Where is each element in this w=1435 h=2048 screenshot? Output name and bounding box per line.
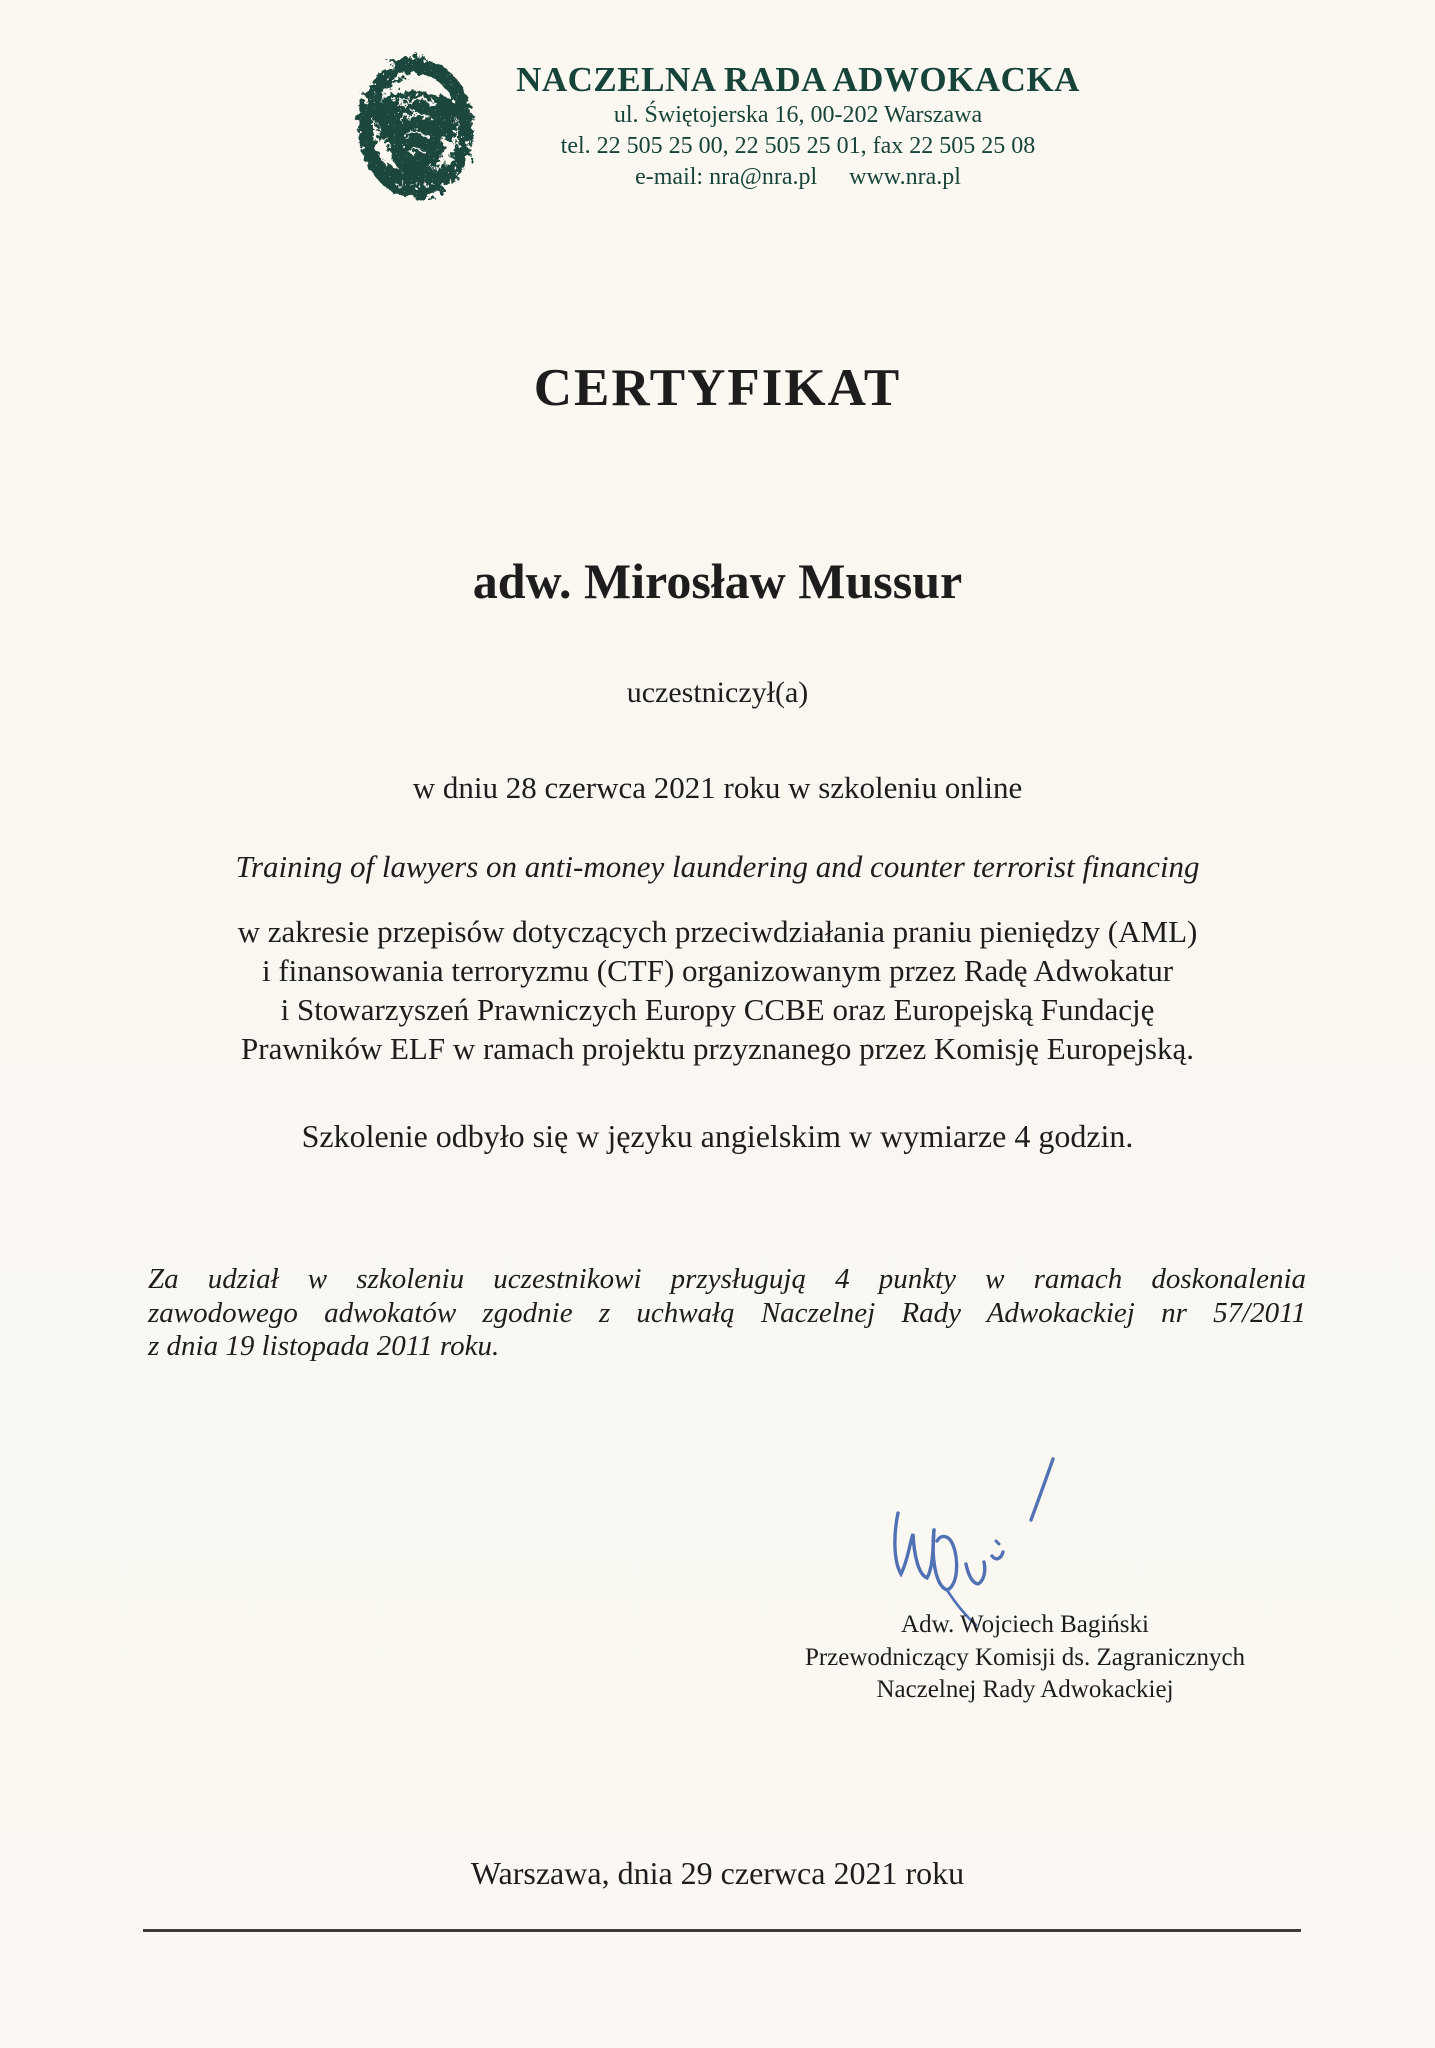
- scope-line: Prawników ELF w ramach projektu przyznanego przez Komisję Europejską.: [241, 1031, 1194, 1066]
- phone-line: tel. 22 505 25 00, 22 505 25 01, fax 22 505 25 08: [560, 133, 1036, 159]
- organization-name: NACZELNA RADA ADWOKACKA: [516, 60, 1080, 99]
- scope-line: i Stowarzyszeń Prawniczych Europy CCBE oraz Europejską Fundację: [280, 992, 1155, 1027]
- points-note-line: z dnia 19 listopada 2011 roku.: [148, 1330, 500, 1362]
- letterhead-text: [498, 52, 1098, 193]
- points-note-paragraph: [148, 1263, 1306, 1364]
- email-text: e-mail: nra@nra.pl: [635, 164, 818, 190]
- address-line: ul. Świętojerska 16, 00-202 Warszawa: [613, 102, 983, 128]
- scope-line: i finansowania terroryzmu (CTF) organizowanym przez Radę Adwokatur: [261, 953, 1174, 988]
- signer-role: Przewodniczący Komisji ds. Zagranicznych: [804, 1643, 1246, 1671]
- participation-word: uczestniczył(a): [626, 676, 809, 709]
- contact-line: [498, 162, 1098, 193]
- bar-council-eagle-logo-icon: [352, 52, 480, 202]
- scope-line: w zakresie przepisów dotyczących przeciwdziałania praniu pieniędzy (AML): [237, 914, 1198, 949]
- training-title-english: Training of lawyers on anti-money laundering and counter terrorist financing: [235, 849, 1200, 884]
- bottom-divider: [143, 1929, 1301, 1932]
- signer-organization: Naczelnej Rady Adwokackiej: [876, 1676, 1174, 1703]
- session-date-line: w dniu 28 czerwca 2021 roku w szkoleniu online: [412, 770, 1023, 805]
- place-date-line: Warszawa, dnia 29 czerwca 2021 roku: [470, 1855, 965, 1891]
- training-scope-paragraph: [0, 912, 1435, 1068]
- points-note-line: Za udział w szkoleniu uczestnikowi przysługują 4 punkty w ramach doskonalenia: [148, 1263, 1306, 1295]
- certificate-title: CERTYFIKAT: [533, 359, 902, 417]
- website-text: www.nra.pl: [849, 164, 961, 190]
- recipient-name: adw. Mirosław Mussur: [472, 553, 963, 609]
- signer-block: [700, 1609, 1350, 1707]
- letterhead: [352, 52, 1098, 202]
- signer-name: Adw. Wojciech Bagiński: [901, 1611, 1149, 1638]
- duration-line: Szkolenie odbyło się w języku angielskim w wymiarze 4 godzin.: [301, 1118, 1134, 1154]
- points-note-line: zawodowego adwokatów zgodnie z uchwałą Naczelnej Rady Adwokackiej nr 57/2011: [148, 1296, 1306, 1329]
